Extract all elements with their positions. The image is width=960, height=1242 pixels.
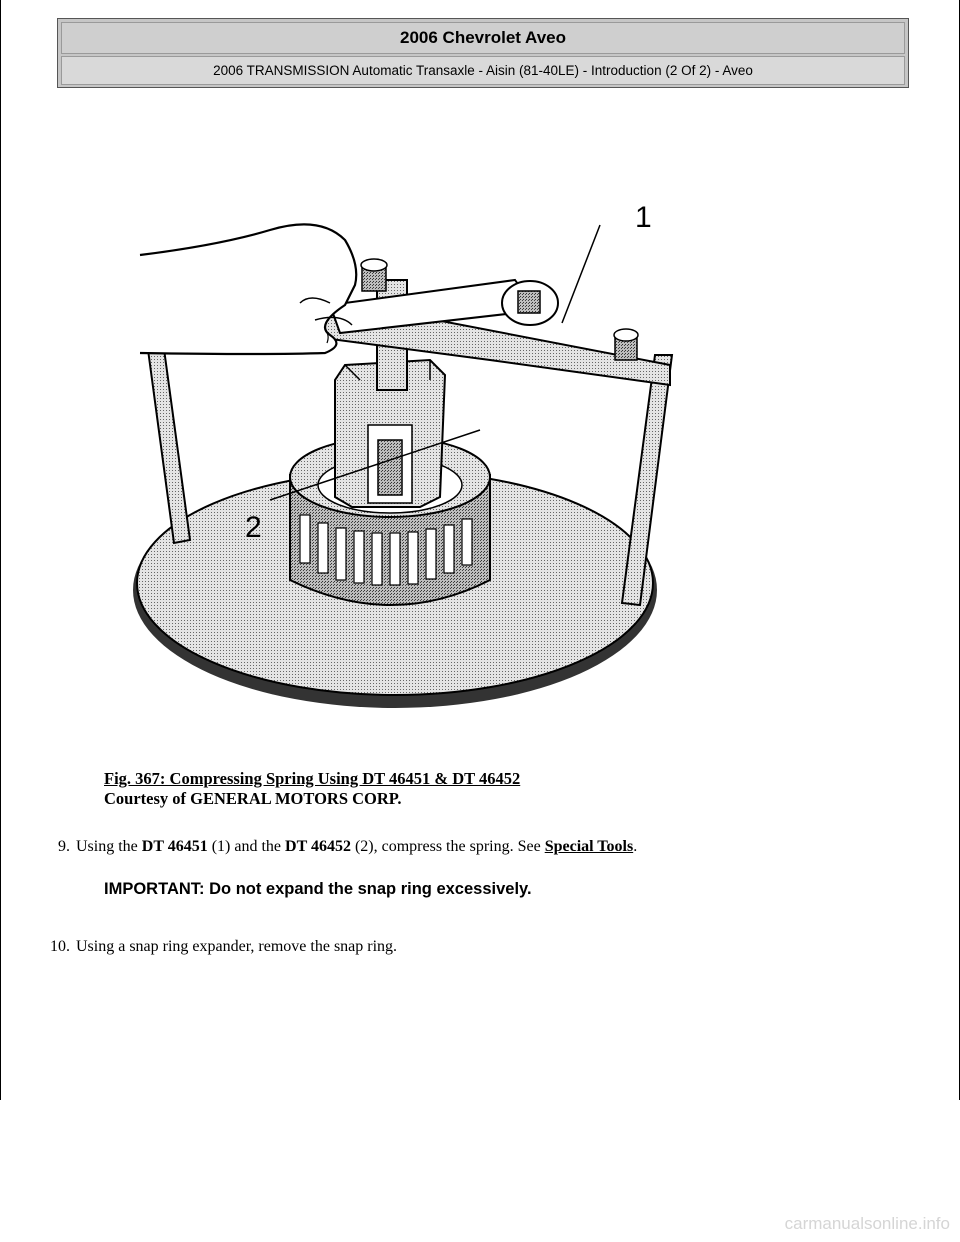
important-text: Do not expand the snap ring excessively.	[209, 880, 532, 898]
tool-dt-46452: DT 46452	[285, 838, 351, 855]
step-9-suffix: .	[633, 838, 638, 855]
special-tools-link[interactable]: Special Tools	[544, 838, 634, 855]
figure-caption	[104, 769, 520, 809]
step-9-prefix: Using the	[76, 838, 142, 855]
callout-1: 1	[635, 201, 652, 234]
important-note	[104, 880, 532, 899]
step-9-mid2: (2), compress the spring. See	[350, 838, 545, 855]
step-9-mid1: (1) and the	[207, 838, 286, 855]
spring-compressor-illustration	[130, 185, 690, 745]
figure-credit: Courtesy of GENERAL MOTORS CORP.	[104, 789, 402, 808]
step-10-number: 10.	[50, 938, 70, 955]
callout-2: 2	[245, 511, 262, 544]
step-10-text: Using a snap ring expander, remove the snap ring.	[76, 938, 398, 955]
important-label: IMPORTANT:	[104, 880, 205, 898]
document-subtitle: 2006 TRANSMISSION Automatic Transaxle - Aisin (81-40LE) - Introduction (2 Of 2) - Aveo	[61, 56, 905, 85]
document-title: 2006 Chevrolet Aveo	[61, 22, 905, 54]
step-9-text	[76, 837, 637, 857]
watermark: carmanualsonline.info	[784, 1214, 950, 1233]
tool-dt-46451: DT 46451	[141, 838, 208, 855]
step-9-number: 9.	[58, 838, 70, 855]
figure-title-link[interactable]: Fig. 367: Compressing Spring Using DT 46451 & DT 46452	[104, 769, 521, 788]
document-header	[57, 18, 909, 88]
